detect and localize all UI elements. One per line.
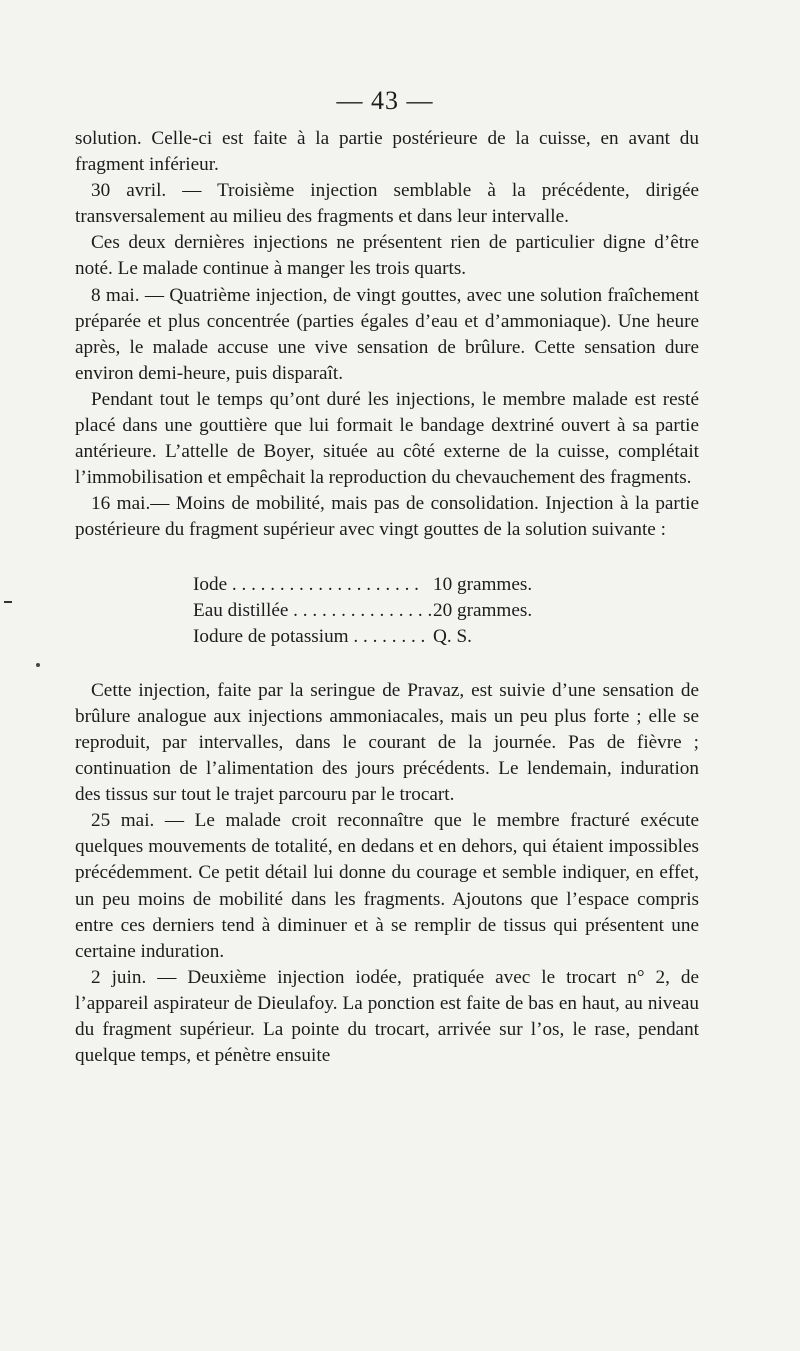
recipe-row bbox=[193, 598, 593, 624]
body-text bbox=[75, 126, 699, 1069]
margin-dot bbox=[36, 663, 40, 667]
recipe-ingredient: Eau distillée . . . . . . . . . . . . . . . bbox=[193, 599, 433, 621]
recipe-row bbox=[193, 624, 593, 650]
recipe-row bbox=[193, 572, 593, 598]
recipe-table bbox=[193, 572, 593, 650]
recipe-ingredient: Iode . . . . . . . . . . . . . . . . . . . . bbox=[193, 573, 419, 595]
paragraphs-before bbox=[75, 126, 699, 544]
paragraph: solution. Celle-ci est faite à la partie postérieure de la cuisse, en avant du fragment inférieur. bbox=[75, 128, 699, 176]
paragraph: Cette injection, faite par la seringue de Pravaz, est suivie d’une sensation de brûlure analogue aux injections ammoniacales, mais un peu plus forte ; elle se reproduit, par intervalles, dans le courant de la journée. Pas de fièvre ; continuation de l’alimentation des jours précédents. Le lendemain, induration des tissus sur tout le trajet parcouru par le trocart. bbox=[75, 679, 699, 806]
paragraph: Ces deux dernières injections ne présentent rien de particulier digne d’être noté. Le malade continue à manger les trois quarts. bbox=[75, 232, 699, 280]
recipe-quantity: Q. S. bbox=[433, 625, 472, 647]
page-number: — 43 — bbox=[336, 86, 434, 115]
recipe-quantity: 20 grammes. bbox=[433, 599, 533, 621]
recipe-ingredient: Iodure de potassium . . . . . . . . bbox=[193, 625, 426, 647]
paragraph: 8 mai. — Quatrième injection, de vingt gouttes, avec une solution fraîchement préparée et plus concentrée (parties égales d’eau et d’ammoniaque). Une heure après, le malade accuse une vive sensation de brûlure. Cette sensation dure environ demi-heure, puis disparaît. bbox=[75, 284, 699, 384]
paragraph: Pendant tout le temps qu’ont duré les injections, le membre malade est resté placé dans une gouttière que lui formait le bandage dextriné ouvert à sa partie antérieure. L’attelle de Boyer, située au côté externe de la cuisse, complétait l’immobilisation et empêchait la reproduction du chevauchement des fragments. bbox=[75, 388, 699, 489]
paragraph: 30 avril. — Troisième injection semblable à la précédente, dirigée transversalement au milieu des fragments et dans leur intervalle. bbox=[75, 180, 699, 228]
paragraph: 25 mai. — Le malade croit reconnaître que le membre fracturé exécute quelques mouvements de totalité, en dedans et en dehors, qui étaient impossibles précédemment. Ce petit détail lui donne du courage et semble indiquer, en effet, un peu moins de mobilité dans les fragments. Ajoutons que l’espace compris entre ces derniers tend à diminuer et à se remplir de tissus qui présentent une certaine induration. bbox=[75, 810, 699, 962]
paragraph: 16 mai.— Moins de mobilité, mais pas de consolidation. Injection à la partie postérieure du fragment supérieur avec vingt gouttes de la solution suivante : bbox=[75, 493, 699, 541]
recipe-quantity: 10 grammes. bbox=[433, 573, 533, 595]
paragraph: 2 juin. — Deuxième injection iodée, pratiquée avec le trocart n° 2, de l’appareil aspirateur de Dieulafoy. La ponction est faite de bas en haut, au niveau du fragment supérieur. La pointe du trocart, arrivée sur l’os, le rase, pendant quelque temps, et pénètre ensuite bbox=[75, 966, 699, 1067]
paragraphs-after bbox=[75, 678, 699, 1069]
margin-mark bbox=[4, 601, 12, 603]
